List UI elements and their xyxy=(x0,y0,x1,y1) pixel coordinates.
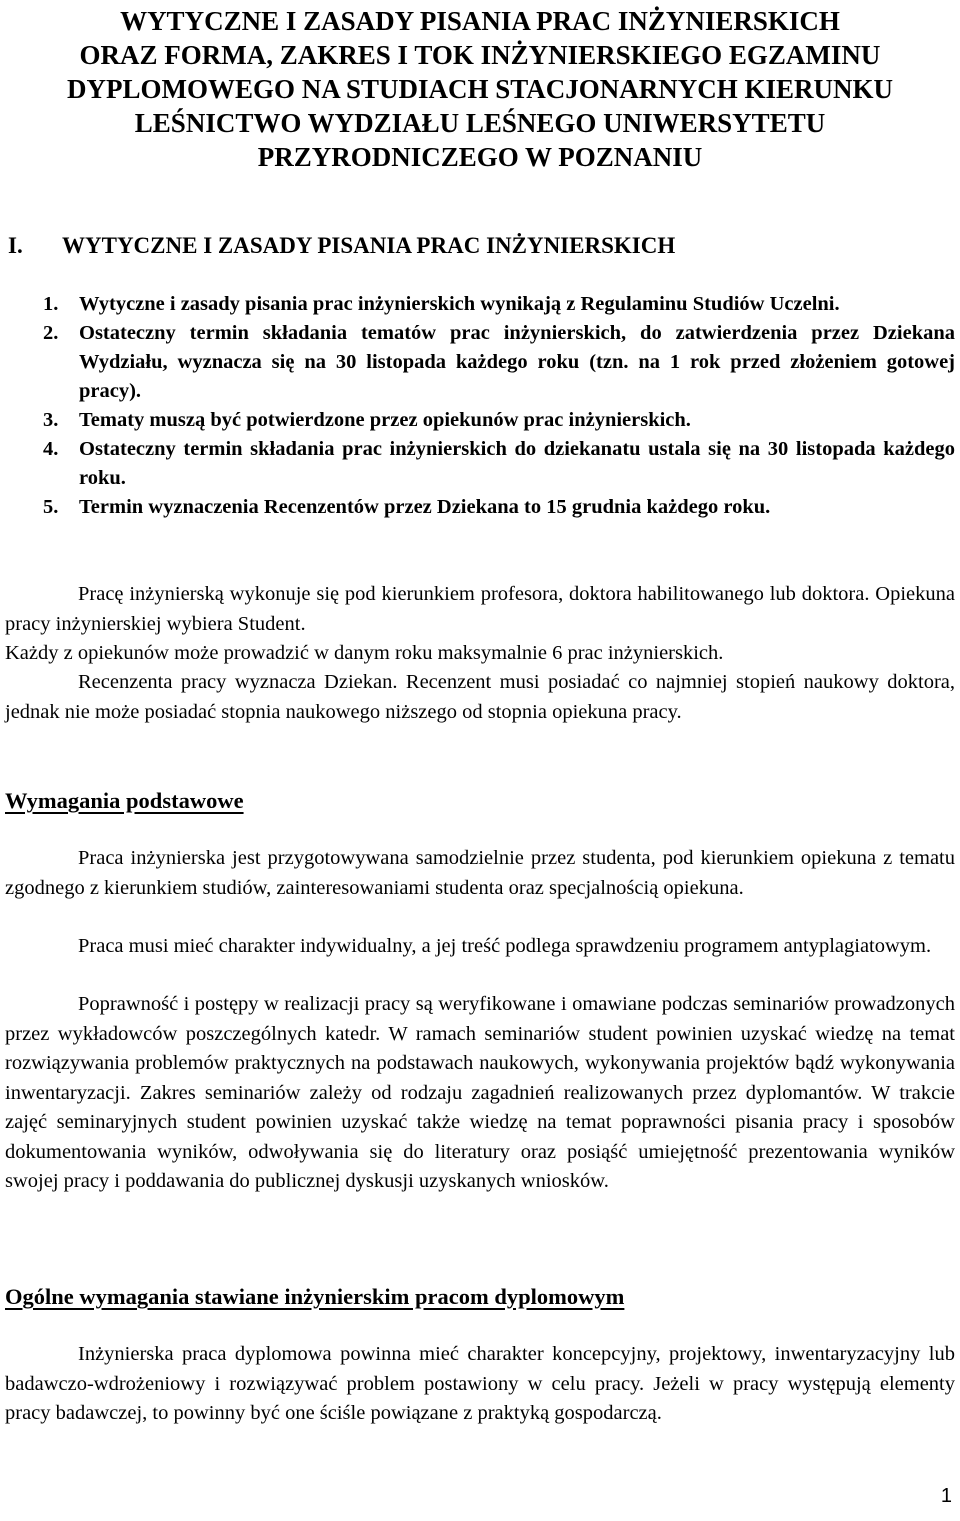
basic-requirements-paragraph-2: Praca musi mieć charakter indywidualny, a jej treść podlega sprawdzeniu programem antyplagiatowym. xyxy=(78,935,932,957)
list-item-number: 3. xyxy=(43,409,59,431)
page-number: 1 xyxy=(940,1485,952,1507)
title-line-3: DYPLOMOWEGO NA STUDIACH STACJONARNYCH KIERUNKU xyxy=(66,74,894,104)
list-item-text: Ostateczny termin składania prac inżynierskich do dziekanatu ustala się na 30 listopada każdego roku. xyxy=(79,438,955,489)
title-line-5: PRZYRODNICZEGO W POZNANIU xyxy=(257,142,703,172)
basic-requirements-heading: Wymagania podstawowe xyxy=(5,788,244,813)
list-item-text: Termin wyznaczenia Recenzentów przez Dziekana to 15 grudnia każdego roku. xyxy=(79,496,771,518)
reviewer-paragraph: Recenzenta pracy wyznacza Dziekan. Recenzent musi posiadać co najmniej stopień naukowy doktora, jednak nie może posiadać stopnia naukowego niższego od stopnia opiekuna pracy. xyxy=(5,671,955,723)
title-line-4: LEŚNICTWO WYDZIAŁU LEŚNEGO UNIWERSYTETU xyxy=(134,108,826,138)
list-item-text: Tematy muszą być potwierdzone przez opiekunów prac inżynierskich. xyxy=(79,409,691,431)
list-item-text: Wytyczne i zasady pisania prac inżynierskich wynikają z Regulaminu Studiów Uczelni. xyxy=(79,293,840,315)
guidelines-list xyxy=(43,290,955,522)
list-item-number: 4. xyxy=(43,438,59,460)
supervisor-limit-paragraph: Każdy z opiekunów może prowadzić w danym roku maksymalnie 6 prac inżynierskich. xyxy=(5,642,724,664)
section-1-heading xyxy=(8,231,675,261)
list-item xyxy=(43,406,955,435)
list-item xyxy=(43,493,955,522)
section-1-heading-text: WYTYCZNE I ZASADY PISANIA PRAC INŻYNIERSKICH xyxy=(62,233,676,258)
general-requirements-heading: Ogólne wymagania stawiane inżynierskim pracom dyplomowym xyxy=(5,1284,625,1309)
list-item-number: 2. xyxy=(43,322,59,344)
basic-requirements-paragraph-1: Praca inżynierska jest przygotowywana samodzielnie przez studenta, pod kierunkiem opiekuna z tematu zgodnego z kierunkiem studiów, zainteresowaniami studenta oraz specjalnością opiekuna. xyxy=(5,847,955,899)
list-item xyxy=(43,319,955,406)
list-item xyxy=(43,435,955,493)
basic-requirements-paragraph-3: Poprawność i postępy w realizacji pracy są weryfikowane i omawiane podczas seminariów prowadzonych przez wykładowców poszczególnych katedr. W ramach seminariów student powinien uzyskać wiedzę na temat rozwiązywania problemów praktycznych na podstawach naukowych, wykonywania projektów bądź wykonywania inwentaryzacji. Zakres seminariów zależy od rodzaju zagadnień realizowanych przez dyplomantów. W trakcie zajęć seminaryjnych student powinien uzyskać także wiedzę na temat poprawności pisania pracy i sposobów dokumentowania wyników, odwoływania się do literatury oraz posiąść umiejętność prezentowania wyników swojej pracy i poddawania do publicznej dyskusji uzyskanych wniosków. xyxy=(5,993,955,1192)
supervisor-paragraph: Pracę inżynierską wykonuje się pod kierunkiem profesora, doktora habilitowanego lub doktora. Opiekuna pracy inżynierskiej wybiera Student. xyxy=(5,583,955,635)
title-line-1: WYTYCZNE I ZASADY PISANIA PRAC INŻYNIERSKICH xyxy=(120,6,840,36)
list-item-number: 1. xyxy=(43,293,59,315)
list-item-text: Ostateczny termin składania tematów prac inżynierskich, do zatwierdzenia przez Dziekana Wydziału, wyznacza się na 30 listopada każdego roku (tzn. na 1 rok przed złożeniem gotowej pracy). xyxy=(79,322,955,402)
list-item xyxy=(43,290,955,319)
section-1-number: I. xyxy=(8,233,23,258)
general-requirements-paragraph: Inżynierska praca dyplomowa powinna mieć charakter koncepcyjny, projektowy, inwentaryzacyjny lub badawczo-wdrożeniowy i rozwiązywać problem postawiony w celu pracy. Jeżeli w pracy występują elementy pracy badawczej, to powinny być one ściśle powiązane z praktyką gospodarczą. xyxy=(5,1343,955,1424)
title-line-2: ORAZ FORMA, ZAKRES I TOK INŻYNIERSKIEGO EGZAMINU xyxy=(79,40,881,70)
list-item-number: 5. xyxy=(43,496,59,518)
document-title xyxy=(0,4,960,174)
